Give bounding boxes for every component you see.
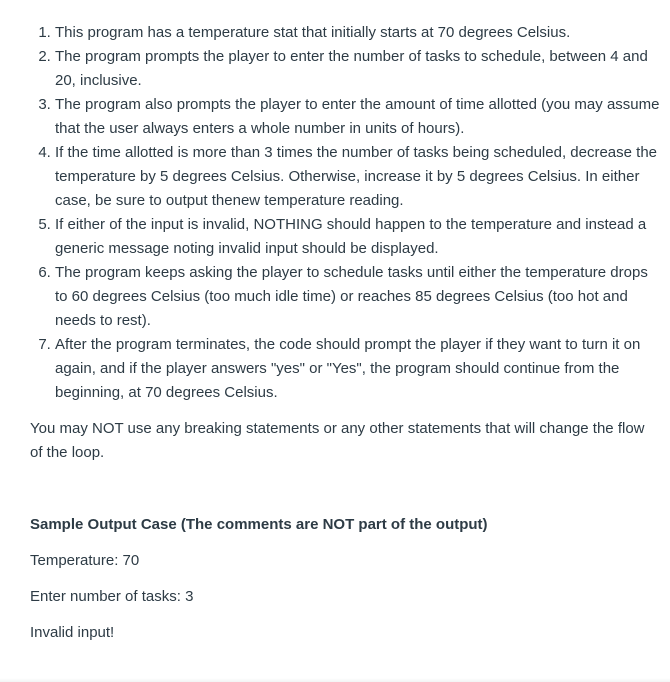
bottom-edge-shadow bbox=[0, 678, 670, 682]
sample-output-line: Invalid input! bbox=[30, 624, 115, 641]
requirement-item: 1. This program has a temperature stat that initially starts at 70 degrees Celsius. bbox=[55, 21, 660, 45]
requirement-item: 4. If the time allotted is more than 3 times the number of tasks being scheduled, decrease the temperature by 5 degrees Celsius. Otherwise, increase it by 5 degrees Celsius. In either case, be sure to output thenew temperature reading. bbox=[55, 141, 660, 213]
assignment-content bbox=[30, 21, 660, 645]
sample-output-line: Temperature: 70 bbox=[30, 552, 140, 569]
requirement-item: 2. The program prompts the player to enter the number of tasks to schedule, between 4 and 20, inclusive. bbox=[55, 45, 660, 93]
requirement-item: 6. The program keeps asking the player to schedule tasks until either the temperature drops to 60 degrees Celsius (too much idle time) or reaches 85 degrees Celsius (too hot and needs to rest). bbox=[55, 261, 660, 333]
requirement-item: 3. The program also prompts the player to enter the amount of time allotted (you may assume that the user always enters a whole number in units of hours). bbox=[55, 93, 660, 141]
loop-rule-paragraph: You may NOT use any breaking statements or any other statements that will change the flow of the loop. bbox=[30, 420, 645, 461]
requirement-item: 7. After the program terminates, the code should prompt the player if they want to turn it on again, and if the player answers "yes" or "Yes", the program should continue from the beginning, at 70 degrees Celsius. bbox=[55, 333, 660, 405]
requirements-list bbox=[30, 21, 660, 405]
sample-output-heading: Sample Output Case (The comments are NOT part of the output) bbox=[30, 516, 488, 533]
sample-output-line: Enter number of tasks: 3 bbox=[30, 588, 194, 605]
requirement-item: 5. If either of the input is invalid, NOTHING should happen to the temperature and instead a generic message noting invalid input should be displayed. bbox=[55, 213, 660, 261]
